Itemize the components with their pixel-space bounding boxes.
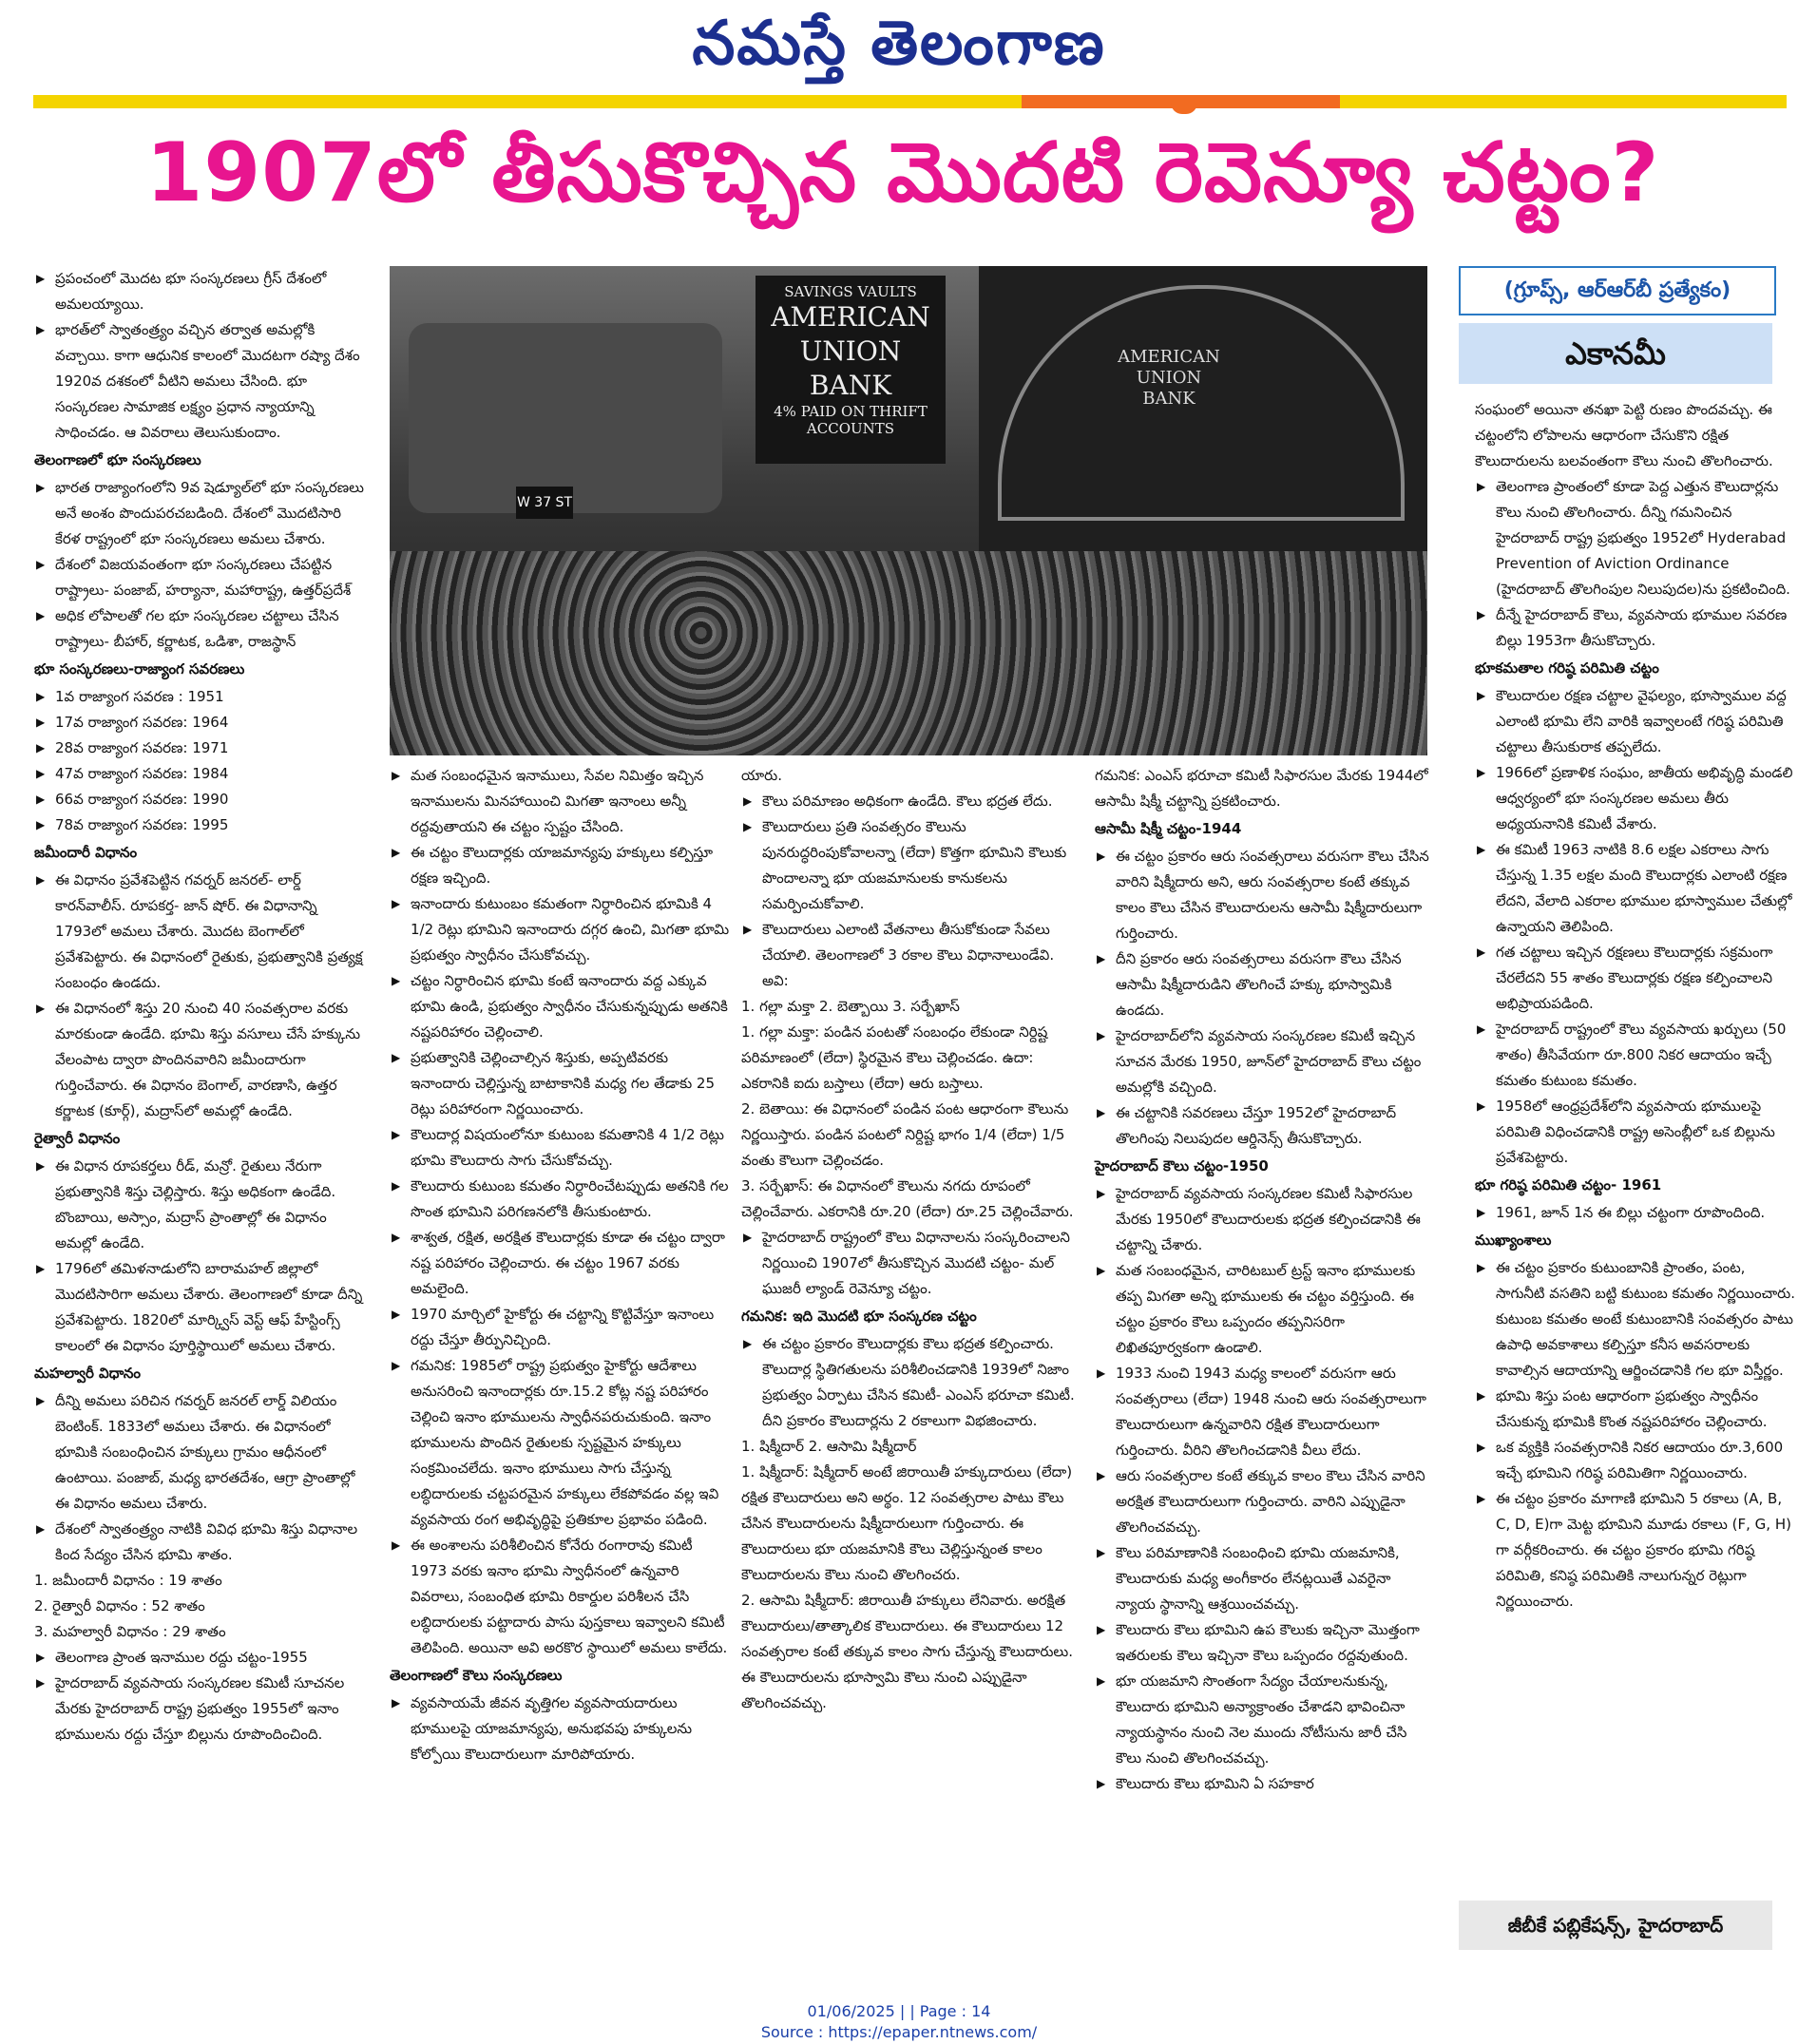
bullet-paragraph: ▶ ఈ చట్టం ప్రకారం కౌలుదార్లకు కౌలు భద్రత కల్పించారు. కౌలుదార్ల స్థితిగతులను పరిశీలించడానికి 1939లో నిజాం ప్రభుత్వం ఏర్పాటు చేసిన కమిటీ- ఎంఎస్ భరూచా కమిటీ. దీని ప్రకారం కౌలుదార్లను 2 రకాలుగా విభజించారు. — [741, 1331, 1083, 1434]
bullet-paragraph: ▶ అధిక లోపాలతో గల భూ సంస్కరణల చట్టాలు చేసిన రాష్ట్రాలు- బీహార్, కర్ణాటక, ఒడిశా, రాజస్థాన్ — [34, 603, 369, 655]
text-paragraph: సంఘంలో అయినా తనఖా పెట్టి రుణం పొందవచ్చు. ఈ చట్టంలోని లోపాలను ఆధారంగా చేసుకొని రక్షిత కౌలుదారులను బలవంతంగా కౌలు నుంచి తొలగించారు. — [1475, 401, 1773, 469]
section-topic-box: ఎకానమీ — [1459, 323, 1772, 384]
bullet-paragraph: ▶ హైదరాబాద్ వ్యవసాయ సంస్కరణల కమిటీ సూచనల మేరకు హైదరాబాద్ రాష్ట్ర ప్రభుత్వం 1955లో ఇనాం భూములను రద్దు చేస్తూ బిల్లును రూపొందించింది. — [34, 1671, 369, 1748]
bullet-paragraph: ▶ 1958లో ఆంధ్రప్రదేశ్‌లోని వ్యవసాయ భూములపై పరిమితి విధించడానికి రాష్ట్ర అసెంబ్లీలో ఒక బిల్లును ప్రవేశపెట్టారు. — [1475, 1094, 1798, 1171]
bullet-paragraph: ▶ దీని ప్రకారం ఆరు సంవత్సరాలు వరుసగా కౌలు చేసిన ఆసామీ షిక్మీదారుడిని తొలగించే హక్కు భూస్వామికి ఉండదు. — [1095, 946, 1429, 1023]
text-paragraph: 3. సర్బేఖాస్: ఈ విధానంలో కౌలును నగదు రూపంలో చెల్లించేవారు. ఎకరానికి రూ.20 (లేదా) రూ.25 చెల్లించేవారు. — [741, 1177, 1074, 1220]
bullet-paragraph: ▶ దేశంలో స్వాతంత్ర్యం నాటికి వివిధ భూమి శిస్తు విధానాల కింద సేద్యం చేసిన భూమి శాతం. — [34, 1517, 369, 1568]
publisher-credit: జీబీకే పబ్లికేషన్స్, హైదరాబాద్ — [1459, 1901, 1772, 1950]
bullet-paragraph: ▶ 78వ రాజ్యాంగ సవరణ: 1995 — [34, 812, 369, 838]
bullet-paragraph: ▶ ఈ కమిటీ 1963 నాటికి 8.6 లక్షల ఎకరాలు సాగు చేస్తున్న 1.35 లక్షల మంది కౌలుదార్లకు ఎలాంటి రక్షణ లేదని, వేలాది ఎకరాల భూముల భూస్వాముల చేతుల్లో ఉన్నాయని తెలిపింది. — [1475, 837, 1798, 940]
bullet-paragraph: ▶ ప్రభుత్వానికి చెల్లించాల్సిన శిస్తుకు, అప్పటివరకు ఇనాందారు చెల్లిస్తున్న బాటాకానికి మధ్య గల తేడాకు 25 రెట్లు పరిహారంగా నిర్ణయించారు. — [390, 1045, 730, 1122]
bullet-paragraph: ▶ మత సంబంధమైన, చారిటబుల్ ట్రస్ట్ ఇనాం భూములకు తప్ప మిగతా అన్ని భూములకు ఈ చట్టం వర్తిస్తుంది. ఈ చట్టం ప్రకారం కౌలు ఒప్పందం తప్పనిసరిగా లిఖితపూర్వకంగా ఉండాలి. — [1095, 1258, 1429, 1361]
bullet-paragraph: ▶ చట్టం నిర్ధారించిన భూమి కంటే ఇనాందారు వద్ద ఎక్కువ భూమి ఉండి, ప్రభుత్వం స్వాధీనం చేసుకున్నప్పుడు అతనికి నష్టపరిహారం చెల్లించాలి. — [390, 968, 730, 1045]
bullet-paragraph: ▶ శాశ్వత, రక్షిత, అరక్షిత కౌలుదార్లకు కూడా ఈ చట్టం ద్వారా నష్ట పరిహారం చెల్లించారు. ఈ చట్టం 1967 వరకు అమలైంది. — [390, 1225, 730, 1302]
photo-arch-sign: AMERICAN UNION BANK — [1118, 347, 1220, 409]
section-heading: హైదరాబాద్ కౌలు చట్టం-1950 — [1095, 1157, 1269, 1175]
bullet-paragraph: ▶ ఈ చట్టం కౌలుదార్లకు యాజమాన్యపు హక్కులు కల్పిస్తూ రక్షణ ఇచ్చింది. — [390, 840, 730, 891]
text-paragraph: 1. షిక్మీదార్ 2. ఆసామి షిక్మీదార్ — [741, 1438, 917, 1455]
section-heading: మహల్వారీ విధానం — [34, 1365, 141, 1382]
text-paragraph: 1. జమీందారీ విధానం : 19 శాతం — [34, 1572, 222, 1589]
text-paragraph: 1. షిక్మీదార్: షిక్మీదార్ అంటే జిరాయితీ హక్కుదారులు (లేదా) రక్షిత కౌలుదారులు అని అర్థం. 12 సంవత్సరాల పాటు కౌలు చేసిన కౌలుదారులను షిక్మీదారులుగా గుర్తించారు. ఈ కౌలుదారులు భూ యజమానికి కౌలు చెల్లిస్తున్నంత కాలం కౌలుదారులను కౌలు నుంచి తొలగించరు. — [741, 1463, 1073, 1583]
bullet-paragraph: ▶ 1796లో తమిళనాడులోని బారామహల్ జిల్లాలో మొదటిసారిగా అమలు చేశారు. తెలంగాణలో కూడా దీన్ని ప్రవేశపెట్టారు. 1820లో మార్క్విస్ వెస్ట్ ఆఫ్ హేస్టింగ్స్ కాలంలో ఈ విధానం పూర్తిస్థాయిలో అమలు చేశారు. — [34, 1256, 369, 1359]
bullet-paragraph: ▶ 17వ రాజ్యాంగ సవరణ: 1964 — [34, 710, 369, 735]
photo-vehicles — [409, 323, 722, 513]
bullet-paragraph: ▶ కౌలుదారు కౌలు భూమిని ఉప కౌలుకు ఇచ్చినా మొత్తంగా ఇతరులకు కౌలు ఇచ్చినా కౌలు ఒప్పందం రద్దవుతుంది. — [1095, 1617, 1429, 1669]
bullet-paragraph: ▶ 66వ రాజ్యాంగ సవరణ: 1990 — [34, 787, 369, 812]
bullet-paragraph: ▶ కౌలుదారు కౌలు భూమిని ఏ సహకార — [1095, 1771, 1429, 1797]
bullet-paragraph: ▶ ఈ చట్టం ప్రకారం ఆరు సంవత్సరాలు వరుసగా కౌలు చేసిన వారిని షిక్మీదారు అని, ఆరు సంవత్సరాల కంటే తక్కువ కాలం కౌలు చేసిన కౌలుదారులను ఆసామీ షిక్మీదారులుగా గుర్తించారు. — [1095, 844, 1429, 946]
bullet-paragraph: ▶ ఈ చట్టం ప్రకారం మాగాణి భూమిని 5 రకాలు (A, B, C, D, E)గా మెట్ట భూమిని మూడు రకాలు (F, G, H) గా వర్గీకరించారు. ఈ చట్టం ప్రకారం భూమి గరిష్ఠ పరిమితి, కనిష్ఠ పరిమితికి నాలుగున్నర రెట్లుగా నిర్ణయించారు. — [1475, 1486, 1798, 1614]
section-heading: తెలంగాణలో భూ సంస్కరణలు — [34, 451, 201, 468]
text-paragraph: 2. బెతాయి: ఈ విధానంలో పండిన పంట ఆధారంగా కౌలును నిర్ణయిస్తారు. పండిన పంటలో నిర్దిష్ట భాగం 1/4 (లేదా) 1/5 వంతు కౌలుగా చెల్లించడం. — [741, 1100, 1069, 1169]
text-paragraph: 2. ఆసామి షిక్మీదార్: జిరాయితీ హక్కులు లేనివారు. అరక్షిత కౌలుదారులు/తాత్కాలిక కౌలుదారులు. ఈ కౌలుదారులు 12 సంవత్సరాల కంటే తక్కువ కాలం సాగు చేస్తున్న కౌలుదారులు. ఈ కౌలుదారులను భూస్వామి కౌలు నుంచి ఎప్పుడైనా తొలగించవచ్చు. — [741, 1592, 1073, 1711]
section-heading: గమనిక: ఇది మొదటి భూ సంస్కరణ చట్టం — [741, 1308, 977, 1325]
article-column-5 — [1475, 397, 1798, 1614]
bullet-paragraph: ▶ 1961, జూన్ 1న ఈ బిల్లు చట్టంగా రూపొందింది. — [1475, 1200, 1798, 1226]
article-photo — [390, 266, 1427, 755]
section-heading: తెలంగాణలో కౌలు సంస్కరణలు — [390, 1667, 563, 1684]
bullet-paragraph: ▶ 28వ రాజ్యాంగ సవరణ: 1971 — [34, 735, 369, 761]
bullet-paragraph: ▶ ఒక వ్యక్తికి సంవత్సరానికి నికర ఆదాయం రూ.3,600 ఇచ్చే భూమిని గరిష్ఠ పరిమితిగా నిర్ణయించారు. — [1475, 1435, 1798, 1486]
section-heading: భూకమతాల గరిష్ఠ పరిమితి చట్టం — [1475, 659, 1659, 677]
bullet-paragraph: ▶ కౌలుదారుల రక్షణ చట్టాల వైఫల్యం, భూస్వాముల వద్ద ఎలాంటి భూమి లేని వారికి ఇవ్వాలంటే గరిష్ఠ పరిమితి చట్టాలు తీసుకురాక తప్పలేదు. — [1475, 683, 1798, 760]
bullet-paragraph: ▶ భారత రాజ్యాంగంలోని 9వ షెడ్యూల్‌లో భూ సంస్కరణలు అనే అంశం పొందుపరచబడింది. దేశంలో మొదటిసారి కేరళ రాష్ట్రంలో భూ సంస్కరణలు అమలు చేశారు. — [34, 475, 369, 552]
bullet-paragraph: ▶ ఈ విధానంలో శిస్తు 20 నుంచి 40 సంవత్సరాల వరకు మారకుండా ఉండేది. భూమి శిస్తు వసూలు చేసే హక్కును వేలంపాట ద్వారా పొందినవారిని జమీందారుగా గుర్తించేవారు. ఈ విధానం బెంగాల్, వారణాసి, ఉత్తర కర్ణాటక (కూర్గ్), మద్రాస్‌లో అమల్లో ఉండేది. — [34, 996, 369, 1124]
masthead-divider-bar — [33, 95, 1787, 108]
article-column-1 — [34, 266, 369, 1748]
bullet-paragraph: ▶ 1933 నుంచి 1943 మధ్య కాలంలో వరుసగా ఆరు సంవత్సరాలు (లేదా) 1948 నుంచి ఆరు సంవత్సరాలుగా కౌలుదారులుగా ఉన్నవారిని రక్షిత కౌలుదారులుగా గుర్తించారు. వీరిని తొలగించడానికి వీలు లేదు. — [1095, 1361, 1429, 1463]
photo-bank-sign: SAVINGS VAULTS AMERICAN UNION BANK 4% PAID ON THRIFT ACCOUNTS — [756, 276, 946, 464]
bullet-paragraph: ▶ ఆరు సంవత్సరాల కంటే తక్కువ కాలం కౌలు చేసిన వారిని అరక్షిత కౌలుదారులుగా గుర్తించారు. వారిని ఎప్పుడైనా తొలగించవచ్చు. — [1095, 1463, 1429, 1540]
bullet-paragraph: ▶ కౌలుదారు కుటుంబ కమతం నిర్ధారించేటప్పుడు అతనికి గల సొంత భూమిని పరిగణనలోకి తీసుకుంటారు. — [390, 1174, 730, 1225]
text-paragraph: 2. రైత్వారీ విధానం : 52 శాతం — [34, 1597, 205, 1614]
bullet-paragraph: ▶ 1970 మార్చిలో హైకోర్టు ఈ చట్టాన్ని కొట్టివేస్తూ ఇనాంలు రద్దు చేస్తూ తీర్పునిచ్చింది. — [390, 1302, 730, 1353]
section-heading: ముఖ్యాంశాలు — [1475, 1232, 1552, 1249]
bullet-paragraph: ▶ కౌలుదార్ల విషయంలోనూ కుటుంబ కమతానికి 4 1/2 రెట్లు భూమి కౌలుదారు సాగు చేసుకోవచ్చు. — [390, 1122, 730, 1174]
bullet-paragraph: ▶ 47వ రాజ్యాంగ సవరణ: 1984 — [34, 761, 369, 787]
bullet-paragraph: ▶ భారత్‌లో స్వాతంత్ర్యం వచ్చిన తర్వాత అమల్లోకి వచ్చాయి. కాగా ఆధునిక కాలంలో మొదటగా రష్యా దేశం 1920వ దశకంలో వీటిని అమలు చేసింది. భూ సంస్కరణల సామాజిక లక్ష్యం ప్రధాన న్యాయాన్ని సాధించడం. ఆ వివరాలు తెలుసుకుందాం. — [34, 317, 369, 446]
footer-source-link[interactable]: Source : https://epaper.ntnews.com/ — [760, 2023, 1038, 2041]
bullet-paragraph: ▶ కౌలు పరిమాణం అధికంగా ఉండేది. కౌలు భద్రత లేదు. — [741, 789, 1083, 814]
bullet-paragraph: ▶ తెలంగాణ ప్రాంతంలో కూడా పెద్ద ఎత్తున కౌలుదార్లను కౌలు నుంచి తొలగించారు. దీన్ని గమనించిన హైదరాబాద్ రాష్ట్ర ప్రభుత్వం 1952లో Hyderabad Prevention of Aviction Ordinance (హైదరాబాద్ తొలగింపుల నిలుపుదల)ను ప్రకటించింది. — [1475, 474, 1798, 602]
bullet-paragraph: ▶ ఈ విధాన రూపకర్తలు రీడ్, మన్రో. రైతులు నేరుగా ప్రభుత్వానికి శిస్తు చెల్లిస్తారు. శిస్తు అధికంగా ఉండేది. బొంబాయి, అస్సాం, మద్రాస్ ప్రాంతాల్లో ఈ విధానం అమల్లో ఉండేది. — [34, 1154, 369, 1256]
text-paragraph: గమనిక: ఎంఎస్ భరూచా కమిటీ సిఫారసుల మేరకు 1944లో ఆసామీ షిక్మీ చట్టాన్ని ప్రకటించారు. — [1095, 767, 1428, 810]
footer-date-page: 01/06/2025 | | Page : 14 — [807, 2002, 991, 2020]
section-heading: భూ సంస్కరణలు-రాజ్యాంగ సవరణలు — [34, 660, 245, 678]
section-heading: రైత్వారీ విధానం — [34, 1130, 121, 1147]
bullet-paragraph: ▶ హైదరాబాద్ రాష్ట్రంలో కౌలు విధానాలను సంస్కరించాలని నిర్ణయించి 1907లో తీసుకొచ్చిన మొదటి చట్టం- మల్ ఘుజరీ ల్యాండ్ రెవెన్యూ చట్టం. — [741, 1225, 1083, 1302]
text-paragraph: యారు. — [741, 767, 782, 784]
bullet-paragraph: ▶ ఈ అంశాలను పరిశీలించిన కోనేరు రంగారావు కమిటీ 1973 వరకు ఇనాం భూమి స్వాధీనంలో ఉన్నవారి వివరాలు, సంబంధిత భూమి రికార్డుల పరిశీలన చేసి లబ్ధిదారులకు పట్టాదారు పాసు పుస్తకాలు ఇవ్వాలని కమిటీ తెలిపింది. అయినా అవి అరకొర స్థాయిలో అమలు కాలేదు. — [390, 1533, 730, 1661]
bullet-paragraph: ▶ ఈ చట్టానికి సవరణలు చేస్తూ 1952లో హైదరాబాద్ తొలగింపు నిలుపుదల ఆర్డినెన్స్ తీసుకొచ్చారు. — [1095, 1100, 1429, 1152]
bullet-paragraph: ▶ వ్యవసాయమే జీవన వృత్తిగల వ్యవసాయదారులు భూములపై యాజమాన్యపు, అనుభవపు హక్కులను కోల్పోయి కౌలుదారులుగా మారిపోయారు. — [390, 1691, 730, 1767]
bullet-paragraph: ▶ కౌలుదారులు ప్రతి సంవత్సరం కౌలును పునరుద్ధరింపుకోవాలన్నా (లేదా) కొత్తగా భూమిని కౌలుకు పొందాలన్నా భూ యజమానులకు కానుకలను సమర్పించుకోవాలి. — [741, 814, 1083, 917]
page-footer — [0, 2001, 1798, 2043]
bullet-paragraph: ▶ దేశంలో విజయవంతంగా భూ సంస్కరణలు చేపట్టిన రాష్ట్రాలు- పంజాబ్, హర్యానా, మహారాష్ట్ర, ఉత్తర్‌ప్రదేశ్ — [34, 552, 369, 603]
bullet-paragraph: ▶ దీన్ని అమలు పరిచిన గవర్నర్ జనరల్ లార్డ్ విలియం బెంటింక్. 1833లో అమలు చేశారు. ఈ విధానంలో భూమికి సంబంధించిన హక్కులు గ్రామం ఆధీనంలో ఉంటాయి. పంజాబ్, మధ్య భారతదేశం, ఆగ్రా ప్రాంతాల్లో ఈ విధానం అమలు చేశారు. — [34, 1388, 369, 1517]
bullet-paragraph: ▶ ప్రపంచంలో మొదట భూ సంస్కరణలు గ్రీస్ దేశంలో అమలయ్యాయి. — [34, 266, 369, 317]
bullet-paragraph: ▶ హైదరాబాద్ వ్యవసాయ సంస్కరణల కమిటీ సిఫారసుల మేరకు 1950లో కౌలుదారులకు భద్రత కల్పించడానికి ఈ చట్టాన్ని చేశారు. — [1095, 1181, 1429, 1258]
section-heading: జమీందారీ విధానం — [34, 844, 138, 861]
bullet-paragraph: ▶ భూమి శిస్తు పంట ఆధారంగా ప్రభుత్వం స్వాధీనం చేసుకున్న భూమికి కొంత నష్టపరిహారం చెల్లించారు. — [1475, 1384, 1798, 1435]
bullet-paragraph: ▶ ఇనాందారు కుటుంబం కమతంగా నిర్ధారించిన భూమికి 4 1/2 రెట్లు భూమిని ఇనాందారు దగ్గర ఉంచి, మిగతా భూమి ప్రభుత్వం స్వాధీనం చేసుకోవచ్చు. — [390, 891, 730, 968]
bullet-paragraph: ▶ హైదరాబాద్‌లోని వ్యవసాయ సంస్కరణల కమిటీ ఇచ్చిన సూచన మేరకు 1950, జూన్‌లో హైదరాబాద్ కౌలు చట్టం అమల్లోకి వచ్చింది. — [1095, 1023, 1429, 1100]
section-subtitle-box: (గ్రూప్స్, ఆర్ఆర్‌బీ ప్రత్యేకం) — [1459, 266, 1776, 315]
bullet-paragraph: ▶ గత చట్టాలు ఇచ్చిన రక్షణలు కౌలుదార్లకు సక్రమంగా చేరలేదని 55 శాతం కౌలుదార్లకు రక్షణ కల్పించాలని అభిప్రాయపడింది. — [1475, 940, 1798, 1017]
text-paragraph: 3. మహల్వారీ విధానం : 29 శాతం — [34, 1623, 226, 1640]
bullet-paragraph: ▶ మత సంబంధమైన ఇనాములు, సేవల నిమిత్తం ఇచ్చిన ఇనాములను మినహాయించి మిగతా ఇనాంలు అన్నీ రద్దవుతాయని ఈ చట్టం స్పష్టం చేసింది. — [390, 763, 730, 840]
article-column-2 — [390, 763, 730, 1767]
bullet-paragraph: ▶ తెలంగాణ ప్రాంత ఇనాముల రద్దు చట్టం-1955 — [34, 1645, 369, 1671]
article-column-3 — [741, 763, 1083, 1716]
bullet-paragraph: ▶ దీన్నే హైదరాబాద్ కౌలు, వ్యవసాయ భూముల సవరణ బిల్లు 1953గా తీసుకొచ్చారు. — [1475, 602, 1798, 654]
text-paragraph: 1. గల్లా మక్తా: పండిన పంటతో సంబంధం లేకుండా నిర్దిష్ట పరిమాణంలో (లేదా) స్థిరమైన కౌలు చెల్లించడం. ఉదా: ఎకరానికి ఐదు బస్తాలు (లేదా) ఆరు బస్తాలు. — [741, 1023, 1048, 1092]
article-column-4 — [1095, 763, 1429, 1797]
bullet-paragraph: ▶ 1966లో ప్రణాళిక సంఘం, జాతీయ అభివృద్ధి మండలి ఆధ్వర్యంలో భూ సంస్కరణల అమలు తీరు అధ్యయనానికి కమిటీ వేశారు. — [1475, 760, 1798, 837]
bullet-paragraph: ▶ ఈ విధానం ప్రవేశపెట్టిన గవర్నర్ జనరల్- లార్డ్ కారన్‌వాలీస్. రూపకర్త- జాన్ షోర్. ఈ విధానాన్ని 1793లో అమలు చేశారు. మొదట బెంగాల్‌లో ప్రవేశపెట్టారు. ఈ విధానంలో రైతుకు, ప్రభుత్వానికి ప్రత్యక్ష సంబంధం ఉండదు. — [34, 868, 369, 996]
masthead-accent-drop — [1171, 103, 1197, 114]
article-headline: 1907లో తీసుకొచ్చిన మొదటి రెవెన్యూ చట్టం? — [145, 125, 1660, 220]
bullet-paragraph: ▶ భూ యజమాని సొంతంగా సేద్యం చేయాలనుకున్న, కౌలుదారు భూమిని అన్యాక్రాంతం చేశాడని భావించినా న్యాయస్థానం నుంచి నెల ముందు నోటీసును జారీ చేసి కౌలు నుంచి తొలగించవచ్చు. — [1095, 1669, 1429, 1771]
bullet-paragraph: ▶ 1వ రాజ్యాంగ సవరణ : 1951 — [34, 684, 369, 710]
bullet-paragraph: ▶ కౌలు పరిమాణానికి సంబంధించి భూమి యజమానికి, కౌలుదారుకు మధ్య అంగీకారం లేనట్లయితే ఎవరైనా న్యాయ స్థానాన్ని ఆశ్రయించవచ్చు. — [1095, 1540, 1429, 1617]
text-paragraph: 1. గల్లా మక్తా 2. బెత్బాయి 3. సర్బేఖాస్ — [741, 998, 960, 1015]
bullet-paragraph: ▶ హైదరాబాద్ రాష్ట్రంలో కౌలు వ్యవసాయ ఖర్చులు (50 శాతం) తీసివేయగా రూ.800 నికర ఆదాయం ఇచ్చే కమతం కుటుంబ కమతం. — [1475, 1017, 1798, 1094]
newspaper-masthead: నమస్తే తెలంగాణ — [692, 8, 1106, 79]
section-heading: ఆసామీ షిక్మీ చట్టం-1944 — [1095, 820, 1242, 837]
bullet-paragraph: ▶ గమనిక: 1985లో రాష్ట్ర ప్రభుత్వం హైకోర్టు ఆదేశాలు అనుసరించి ఇనాందార్లకు రూ.15.2 కోట్ల నష్ట పరిహారం చెల్లించి ఇనాం భూములను స్వాధీనపరుచుకుంది. ఇనాం భూములను పొందిన రైతులకు స్పష్టమైన హక్కులు సంక్రమించలేదు. ఇనాం భూములు సాగు చేస్తున్న లబ్ధిదారులకు చట్టపరమైన హక్కులు లేకపోవడం వల్ల ఇవి వ్యవసాయ రంగ అభివృద్ధిపై ప్రతికూల ప్రభావం పడింది. — [390, 1353, 730, 1533]
photo-street-sign: W 37 ST — [516, 487, 573, 519]
section-heading: భూ గరిష్ఠ పరిమితి చట్టం- 1961 — [1475, 1176, 1662, 1194]
photo-crowd — [390, 551, 1427, 755]
bullet-paragraph: ▶ ఈ చట్టం ప్రకారం కుటుంబానికి ప్రాంతం, పంట, సాగునీటి వసతిని బట్టి కుటుంబ కమతం నిర్ణయించారు. కుటుంబ కమతం అంటే కుటుంబానికి సంవత్సరం పాటు ఉపాధి అవకాశాలు కల్పిస్తూ కనీస అవసరాలకు కావాల్సిన ఆదాయాన్ని ఆర్జించడానికి గల భూ విస్తీర్ణం. — [1475, 1255, 1798, 1384]
bullet-paragraph: ▶ కౌలుదారులు ఎలాంటి వేతనాలు తీసుకోకుండా సేవలు చేయాలి. తెలంగాణలో 3 రకాల కౌలు విధానాలుండేవి. అవి: — [741, 917, 1083, 994]
